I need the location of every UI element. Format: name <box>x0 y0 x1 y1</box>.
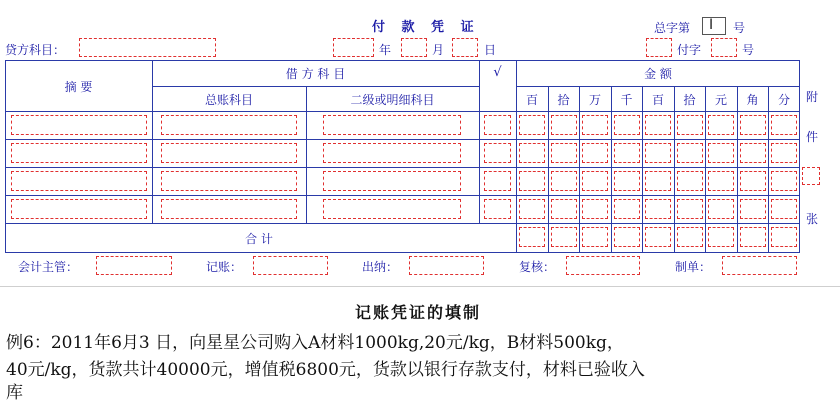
fuzi-number-input[interactable] <box>711 38 737 57</box>
amount-digit-input[interactable] <box>519 171 545 191</box>
digit-header: 拾 <box>683 93 696 107</box>
lesson-heading: 记账凭证的填制 <box>355 303 482 322</box>
amount-digit-input[interactable] <box>771 199 797 219</box>
cashier-input[interactable] <box>409 256 484 275</box>
summary-input[interactable] <box>11 115 147 135</box>
amount-digit-input[interactable] <box>708 115 734 135</box>
digit-header: 百 <box>525 93 538 107</box>
amount-digit-input[interactable] <box>645 143 671 163</box>
reviewer-label: 复核： <box>519 260 556 274</box>
day-label: 日 <box>484 43 497 57</box>
total-digit-input[interactable] <box>519 227 545 247</box>
attachment-label-2: 件 <box>806 130 819 144</box>
summary-input[interactable] <box>11 171 147 191</box>
digit-header: 元 <box>714 93 727 107</box>
amount-digit-input[interactable] <box>771 171 797 191</box>
attachment-label-3: 张 <box>806 212 819 226</box>
amount-digit-input[interactable] <box>708 143 734 163</box>
amount-digit-input[interactable] <box>708 199 734 219</box>
cashier-label: 出纳： <box>362 260 399 274</box>
total-no-label: 总字第 <box>654 21 691 35</box>
year-input[interactable] <box>333 38 374 57</box>
sub-account-input[interactable] <box>323 171 461 191</box>
lesson-line-1: 例6：2011年6月3 日，向星星公司购入A材料1000kg,20元/kg，B材料500kg， <box>6 333 624 353</box>
amount-digit-input[interactable] <box>582 199 608 219</box>
amount-digit-input[interactable] <box>677 115 703 135</box>
accountant-label: 会计主管： <box>18 260 79 274</box>
total-digit-input[interactable] <box>582 227 608 247</box>
total-digit-input[interactable] <box>645 227 671 247</box>
general-account-input[interactable] <box>161 143 297 163</box>
check-input[interactable] <box>484 171 511 191</box>
amount-digit-input[interactable] <box>614 143 640 163</box>
credit-account-input[interactable] <box>79 38 216 57</box>
check-input[interactable] <box>484 143 511 163</box>
amount-digit-input[interactable] <box>677 171 703 191</box>
digit-header: 拾 <box>557 93 570 107</box>
total-digit-input[interactable] <box>708 227 734 247</box>
lesson-line-3: 库 <box>6 383 23 403</box>
sub-account-input[interactable] <box>323 199 461 219</box>
hao-label: 号 <box>733 21 746 35</box>
amount-digit-input[interactable] <box>551 143 577 163</box>
total-row-label: 合 计 <box>245 232 273 246</box>
amount-digit-input[interactable] <box>740 143 766 163</box>
month-input[interactable] <box>401 38 427 57</box>
day-input[interactable] <box>452 38 478 57</box>
maker-input[interactable] <box>722 256 797 275</box>
bookkeeper-input[interactable] <box>253 256 328 275</box>
amount-digit-input[interactable] <box>708 171 734 191</box>
amount-digit-input[interactable] <box>645 171 671 191</box>
amount-digit-input[interactable] <box>582 115 608 135</box>
maker-label: 制单： <box>675 260 712 274</box>
reviewer-input[interactable] <box>566 256 640 275</box>
general-account-input[interactable] <box>161 171 297 191</box>
accountant-input[interactable] <box>96 256 172 275</box>
hao-label-2: 号 <box>742 43 755 57</box>
amount-digit-input[interactable] <box>740 199 766 219</box>
amount-digit-input[interactable] <box>771 115 797 135</box>
sub-account-header: 二级或明细科目 <box>350 93 435 107</box>
sub-account-input[interactable] <box>323 143 461 163</box>
amount-digit-input[interactable] <box>771 143 797 163</box>
total-digit-input[interactable] <box>614 227 640 247</box>
amount-digit-input[interactable] <box>519 115 545 135</box>
amount-digit-input[interactable] <box>519 143 545 163</box>
general-account-header: 总账科目 <box>204 93 253 107</box>
digit-header: 百 <box>651 93 664 107</box>
fuzi-label: 付字 <box>677 43 702 57</box>
summary-header: 摘 要 <box>64 80 93 94</box>
bookkeeper-label: 记账： <box>206 260 243 274</box>
fuzi-prefix-input[interactable] <box>646 38 672 57</box>
amount-digit-input[interactable] <box>614 199 640 219</box>
lesson-line-2: 40元/kg，货款共计40000元，增值税6800元，货款以银行存款支付，材料已验收入 <box>6 360 645 380</box>
amount-digit-input[interactable] <box>551 199 577 219</box>
amount-digit-input[interactable] <box>582 171 608 191</box>
digit-header: 角 <box>746 93 759 107</box>
general-account-input[interactable] <box>161 199 297 219</box>
total-digit-input[interactable] <box>677 227 703 247</box>
month-label: 月 <box>432 43 445 57</box>
amount-digit-input[interactable] <box>740 115 766 135</box>
amount-digit-input[interactable] <box>614 171 640 191</box>
total-digit-input[interactable] <box>771 227 797 247</box>
check-input[interactable] <box>484 115 511 135</box>
total-no-input[interactable] <box>702 17 726 35</box>
digit-header: 万 <box>588 93 601 107</box>
amount-digit-input[interactable] <box>582 143 608 163</box>
total-digit-input[interactable] <box>740 227 766 247</box>
summary-input[interactable] <box>11 199 147 219</box>
amount-digit-input[interactable] <box>551 115 577 135</box>
credit-account-label: 贷方科目： <box>5 43 66 57</box>
check-input[interactable] <box>484 199 511 219</box>
digit-header: 分 <box>777 93 790 107</box>
text-cursor: I <box>709 17 714 33</box>
amount-digit-input[interactable] <box>740 171 766 191</box>
amount-header: 金 额 <box>644 67 672 81</box>
amount-digit-input[interactable] <box>551 171 577 191</box>
digit-header: 千 <box>620 93 633 107</box>
amount-digit-input[interactable] <box>677 199 703 219</box>
amount-digit-input[interactable] <box>645 115 671 135</box>
general-account-input[interactable] <box>161 115 297 135</box>
attachment-label-1: 附 <box>806 90 819 104</box>
total-digit-input[interactable] <box>551 227 577 247</box>
amount-digit-input[interactable] <box>614 115 640 135</box>
amount-digit-input[interactable] <box>677 143 703 163</box>
check-header: √ <box>493 65 502 80</box>
amount-digit-input[interactable] <box>645 199 671 219</box>
attachment-count-input[interactable] <box>802 167 820 185</box>
divider <box>0 286 840 287</box>
debit-account-header: 借 方 科 目 <box>285 67 346 81</box>
voucher-title: 付 款 凭 证 <box>372 20 480 35</box>
amount-digit-input[interactable] <box>519 199 545 219</box>
year-label: 年 <box>379 43 392 57</box>
summary-input[interactable] <box>11 143 147 163</box>
sub-account-input[interactable] <box>323 115 461 135</box>
